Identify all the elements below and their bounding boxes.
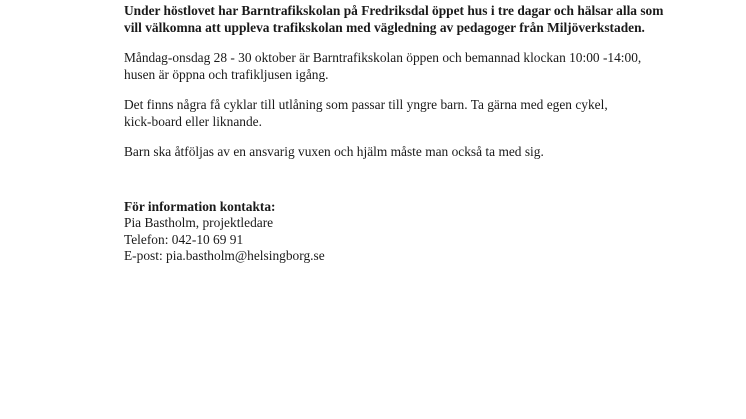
intro-line-2: vill välkomna att uppleva trafikskolan med vägledning av pedagoger från Miljöverkstaden. <box>124 19 645 35</box>
document-body <box>124 3 724 265</box>
schedule-line-1: Måndag-onsdag 28 - 30 oktober är Barntrafikskolan öppen och bemannad klockan 10:00 -14:00, <box>124 50 642 65</box>
schedule-paragraph <box>124 50 724 83</box>
bikes-paragraph <box>124 97 724 130</box>
bikes-line-2: kick-board eller liknande. <box>124 113 262 129</box>
intro-line-1: Under höstlovet har Barntrafikskolan på Fredriksdal öppet hus i tre dagar och hälsar alla som <box>124 3 664 18</box>
contact-email: E-post: pia.bastholm@helsingborg.se <box>124 248 325 263</box>
contact-heading: För information kontakta: <box>124 198 276 214</box>
contact-block <box>124 199 724 265</box>
contact-name: Pia Bastholm, projektledare <box>124 215 274 230</box>
rules-line-1: Barn ska åtföljas av en ansvarig vuxen och hjälm måste man också ta med sig. <box>124 144 544 159</box>
intro-paragraph <box>124 3 724 36</box>
rules-paragraph <box>124 144 724 161</box>
schedule-line-2: husen är öppna och trafikljusen igång. <box>124 66 329 82</box>
bikes-line-1: Det finns några få cyklar till utlåning som passar till yngre barn. Ta gärna med egen cykel, <box>124 97 608 112</box>
contact-phone: Telefon: 042-10 69 91 <box>124 231 244 247</box>
